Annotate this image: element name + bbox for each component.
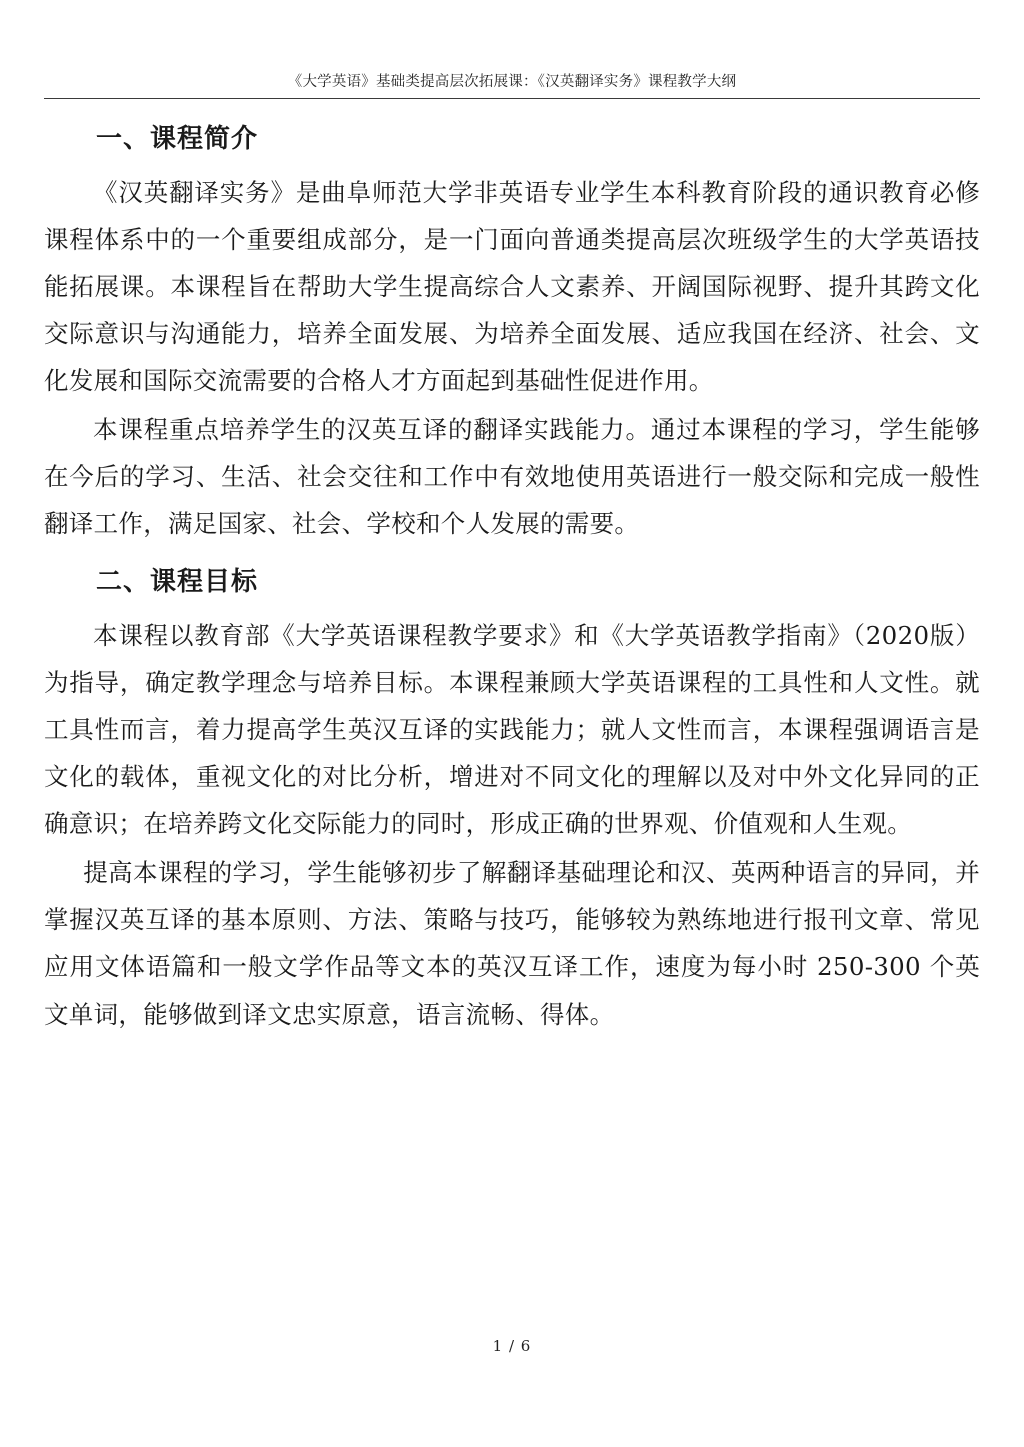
page-number-footer: 1 / 6 <box>492 1337 532 1355</box>
paragraph-course-objectives-1: 本课程以教育部《大学英语课程教学要求》和《大学英语教学指南》（2020版）为指导，确定教学理念与培养目标。本课程兼顾大学英语课程的工具性和人文性。就工具性而言，着力提高学生英汉互译的实践能力；就人文性而言，本课程强调语言是文化的载体，重视文化的对比分析，增进对不同文化的理解以及对中外文化异同的正确意识；在培养跨文化交际能力的同时，形成正确的世界观、价值观和人生观。 <box>44 621 980 839</box>
document-content <box>44 104 980 1297</box>
paragraph-course-intro-1: 《汉英翻译实务》是曲阜师范大学非英语专业学生本科教育阶段的通识教育必修课程体系中的一个重要组成部分，是一门面向普通类提高层次班级学生的大学英语技能拓展课。本课程旨在帮助大学生提高综合人文素养、开阔国际视野、提升其跨文化交际意识与沟通能力，培养全面发展、为培养全面发展、适应我国在经济、社会、文化发展和国际交流需要的合格人才方面起到基础性促进作用。 <box>44 178 980 396</box>
section-heading-course-objectives: 二、课程目标 <box>96 567 259 598</box>
paragraph-course-objectives-2: 提高本课程的学习，学生能够初步了解翻译基础理论和汉、英两种语言的异同，并掌握汉英互译的基本原则、方法、策略与技巧，能够较为熟练地进行报刊文章、常见应用文体语篇和一般文学作品等文本的英汉互译工作，速度为每小时 250-300 个英文单词，能够做到译文忠实原意，语言流畅、得体。 <box>44 858 980 1029</box>
page-header-title: 《大学英语》基础类提高层次拓展课：《汉英翻译实务》课程教学大纲 <box>44 70 980 99</box>
paragraph-course-intro-2: 本课程重点培养学生的汉英互译的翻译实践能力。通过本课程的学习，学生能够在今后的学习、生活、社会交往和工作中有效地使用英语进行一般交际和完成一般性翻译工作，满足国家、社会、学校和个人发展的需要。 <box>44 415 980 539</box>
section-heading-course-intro: 一、课程简介 <box>96 124 259 154</box>
